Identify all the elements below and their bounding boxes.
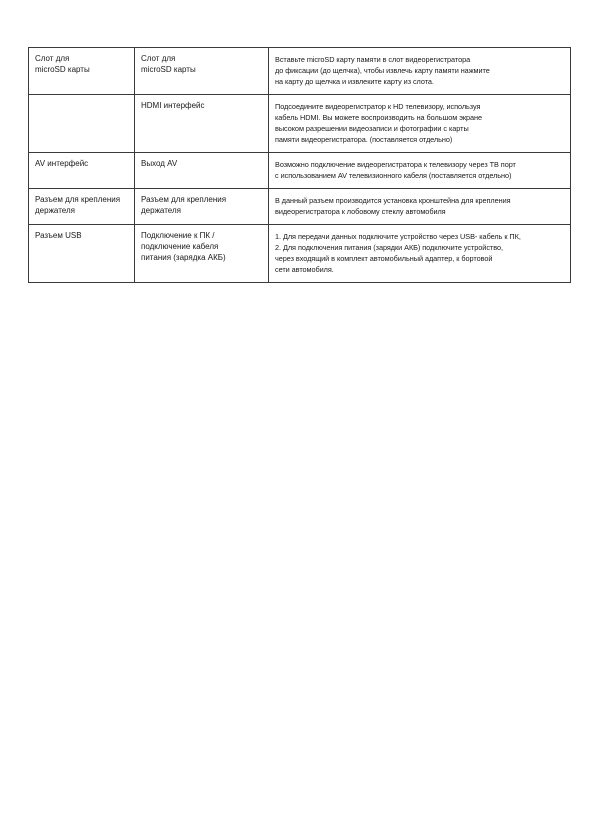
row-1-name: Слот для microSD карты <box>29 48 135 95</box>
row-2-function: HDMI интерфейс <box>135 95 269 153</box>
table-row <box>29 225 571 283</box>
table-row <box>29 153 571 189</box>
row-5-description: 1. Для передачи данных подключите устройство через USB- кабель к ПК, 2. Для подключения питания (зарядки АКБ) подключите устройство, через входящий в комплект автомобильный адаптер, к бортовой сети автомобиля. <box>269 225 571 283</box>
row-3-description: Возможно подключение видеорегистратора к телевизору через ТВ порт с использованием AV телевизионного кабеля (поставляется отдельно) <box>269 153 571 189</box>
row-5-name: Разъем USB <box>29 225 135 283</box>
table-row <box>29 48 571 95</box>
row-4-name: Разъем для крепления держателя <box>29 189 135 225</box>
row-2-name <box>29 95 135 153</box>
row-4-description: В данный разъем производится установка кронштейна для крепления видеорегистратора к лобовому стеклу автомобиля <box>269 189 571 225</box>
table-row <box>29 95 571 153</box>
connectors-table <box>28 47 571 283</box>
row-1-description: Вставьте microSD карту памяти в слот видеорегистратора до фиксации (до щелчка), чтобы извлечь карту памяти нажмите на карту до щелчка и извлеките карту из слота. <box>269 48 571 95</box>
row-3-function: Выход AV <box>135 153 269 189</box>
row-5-function: Подключение к ПК / подключение кабеля питания (зарядка АКБ) <box>135 225 269 283</box>
row-1-function: Слот для microSD карты <box>135 48 269 95</box>
table-row <box>29 189 571 225</box>
row-3-name: AV интерфейс <box>29 153 135 189</box>
row-4-function: Разъем для крепления держателя <box>135 189 269 225</box>
row-2-description: Подсоедините видеорегистратор к HD телевизору, используя кабель HDMI. Вы можете воспроизводить на большом экране высоком разрешении видеозаписи и фотографии с карты памяти видеорегистратора. (поставляется отдельно) <box>269 95 571 153</box>
